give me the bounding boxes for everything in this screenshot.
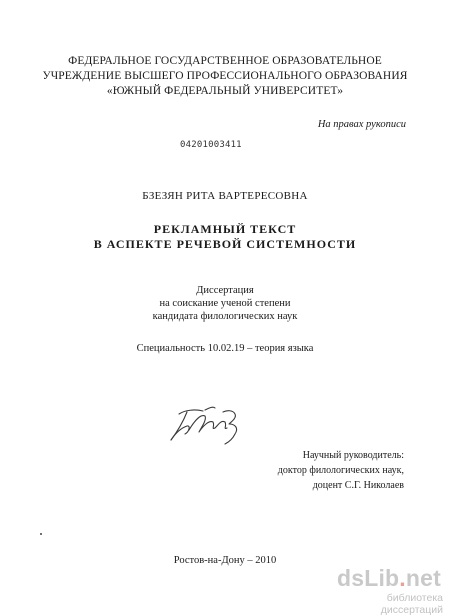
logo-prefix: dsLib [336,565,400,591]
title-line-1: РЕКЛАМНЫЙ ТЕКСТ [153,222,297,236]
logo-suffix: net [405,565,441,591]
advisor-line-3: доцент С.Г. Николаев [312,480,404,491]
manuscript-note: На правах рукописи [317,119,406,130]
registration-number: 04201003411 [180,140,242,150]
degree-line-3: кандидата филологических наук [152,311,298,322]
title-line-2: В АСПЕКТЕ РЕЧЕВОЙ СИСТЕМНОСТИ [93,237,357,251]
watermark-subtitle: библиотека диссертаций [380,592,443,616]
institution-line-2: УЧРЕЖДЕНИЕ ВЫСШЕГО ПРОФЕССИОНАЛЬНОГО ОБРАЗОВАНИЯ [42,70,408,82]
institution-line-1: ФЕДЕРАЛЬНОЕ ГОСУДАРСТВЕННОЕ ОБРАЗОВАТЕЛЬНОЕ [68,55,382,67]
specialty: Специальность 10.02.19 – теория языка [136,343,314,354]
city-year: Ростов-на-Дону – 2010 [173,555,277,566]
dslib-watermark[interactable] [325,565,447,616]
scan-speck [40,533,42,535]
degree-line-1: Диссертация [196,285,254,296]
author-name: БЗЕЗЯН РИТА ВАРТЕРЕСОВНА [142,190,308,202]
logo-dot: . [399,565,406,591]
institution-line-3: «ЮЖНЫЙ ФЕДЕРАЛЬНЫЙ УНИВЕРСИТЕТ» [106,85,344,97]
advisor-line-1: Научный руководитель: [302,450,404,461]
dissertation-title [0,222,450,252]
degree-statement [0,284,450,323]
institution-header [0,54,450,99]
author-signature [165,398,255,446]
degree-line-2: на соискание ученой степени [159,298,291,309]
advisor-line-2: доктор филологических наук, [277,465,404,476]
scientific-advisor [278,448,404,493]
watermark-logo [325,565,447,591]
